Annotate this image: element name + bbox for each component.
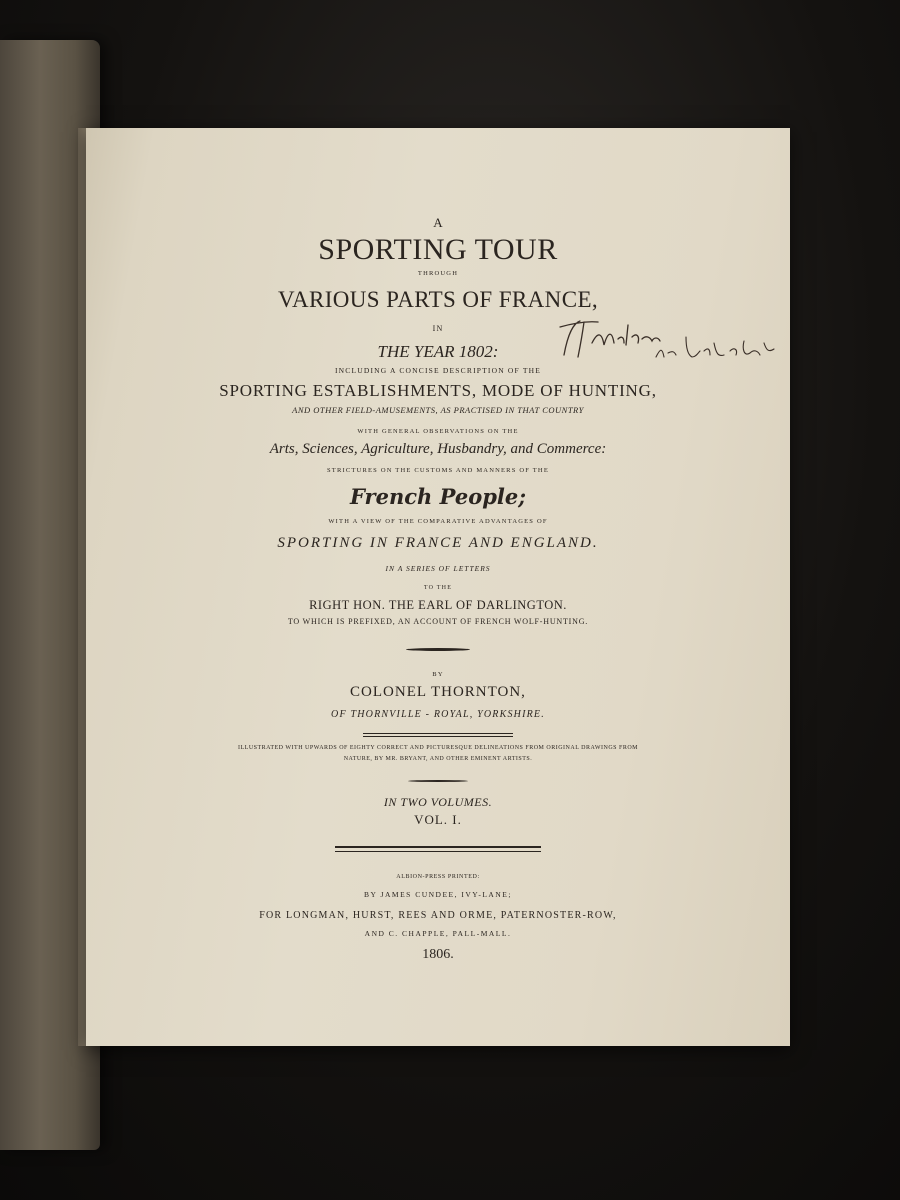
right-hon-line: RIGHT HON. THE EARL OF DARLINGTON. — [309, 598, 567, 612]
double-rule-top — [363, 733, 513, 734]
publisher-line: FOR LONGMAN, HURST, REES AND ORME, PATERNOSTER-ROW, — [259, 910, 617, 921]
handwritten-signature — [554, 313, 784, 373]
thick-rule — [335, 846, 541, 848]
series-line: IN A SERIES OF LETTERS — [385, 564, 491, 573]
book-title: SPORTING TOUR — [318, 233, 558, 266]
printer-line: BY JAMES CUNDEE, IVY-LANE; — [364, 890, 512, 899]
press-line: ALBION-PRESS PRINTED: — [396, 874, 480, 880]
article-a: A — [433, 215, 443, 230]
ornamental-dash-2 — [408, 780, 468, 782]
to-the-line: TO THE — [423, 585, 453, 591]
year-line: THE YEAR 1802: — [377, 342, 499, 361]
establishments-line: SPORTING ESTABLISHMENTS, MODE OF HUNTING, — [219, 381, 657, 400]
by-label: BY — [432, 671, 444, 678]
volumes-line: IN TWO VOLUMES. — [383, 795, 493, 809]
arts-line: Arts, Sciences, Agriculture, Husbandry, and Commerce: — [269, 441, 607, 457]
volume-number: VOL. I. — [414, 812, 462, 827]
book-subtitle: VARIOUS PARTS OF FRANCE, — [277, 287, 599, 312]
chapple-line: AND C. CHAPPLE, PALL-MALL. — [364, 929, 512, 938]
author-name: COLONEL THORNTON, — [350, 684, 526, 700]
ornamental-dash — [406, 648, 470, 651]
strictures-line: STRICTURES ON THE CUSTOMS AND MANNERS OF THE — [326, 467, 549, 474]
double-rule-top-2 — [363, 736, 513, 737]
including-line: INCLUDING A CONCISE DESCRIPTION OF THE — [334, 366, 542, 375]
thin-rule — [335, 851, 541, 852]
illustrated-line-2: NATURE, BY MR. BRYANT, AND OTHER EMINENT ARTISTS. — [343, 756, 533, 762]
publication-date: 1806. — [422, 947, 454, 962]
field-amusements-line: AND OTHER FIELD-AMUSEMENTS, AS PRACTISED IN THAT COUNTRY — [292, 405, 584, 415]
sporting-france-line: SPORTING IN FRANCE AND ENGLAND. — [277, 535, 599, 551]
through-label: THROUGH — [417, 270, 459, 277]
author-place: OF THORNVILLE - ROYAL, YORKSHIRE. — [331, 709, 545, 720]
in-label: IN — [432, 324, 444, 333]
french-people-line: French People; — [350, 484, 526, 509]
observations-line: WITH GENERAL OBSERVATIONS ON THE — [357, 428, 519, 435]
view-line: WITH A VIEW OF THE COMPARATIVE ADVANTAGES OF — [328, 518, 548, 525]
illustrated-line-1: ILLUSTRATED WITH UPWARDS OF EIGHTY CORRECT AND PICTURESQUE DELINEATIONS FROM ORIGINAL DRAWINGS FROM — [237, 745, 639, 751]
title-page — [86, 128, 790, 1046]
prefixed-line: TO WHICH IS PREFIXED, AN ACCOUNT OF FRENCH WOLF-HUNTING. — [287, 617, 589, 626]
